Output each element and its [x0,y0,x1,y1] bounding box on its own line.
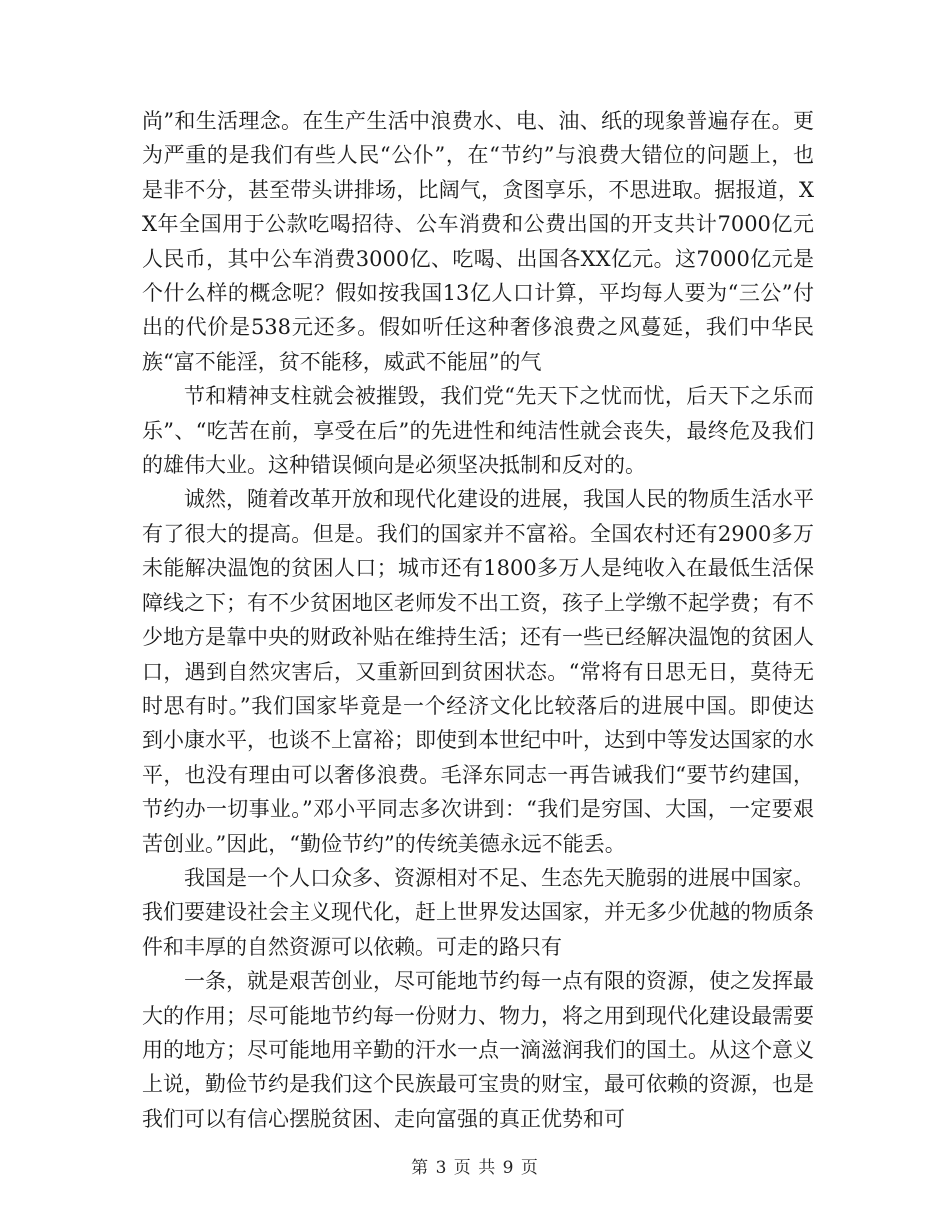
page-number-footer: 第 3 页 共 9 页 [411,1158,539,1178]
paragraph-3: 诚然，随着改革开放和现代化建设的进展，我国人民的物质生活水平有了很大的提高。但是。我们的国家并不富裕。全国农村还有2900多万未能解决温饱的贫困人口；城市还有1800多万人是纯收入在最低生活保障线之下；有不少贫困地区老师发不出工资，孩子上学缴不起学费；有不少地方是靠中央的财政补贴在维持生活；还有一些已经解决温饱的贫困人口，遇到自然灾害后，又重新回到贫困状态。“常将有日思无日，莫待无时思有时。”我们国家毕竟是一个经济文化比较落后的进展中国。即使达到小康水平，也谈不上富裕；即使到本世纪中叶，达到中等发达国家的水平，也没有理由可以奢侈浪费。毛泽东同志一再告诫我们“要节约建国，节约办一切事业。”邓小平同志多次讲到：“我们是穷国、大国，一定要艰苦创业。”因此，“勤俭节约”的传统美德永远不能丢。 [142,487,814,856]
paragraph-5: 一条，就是艰苦创业，尽可能地节约每一点有限的资源，使之发挥最大的作用；尽可能地节约每一份财力、物力，将之用到现代化建设最需要用的地方；尽可能地用辛勤的汗水一点一滴滋润我们的国土。从这个意义上说，勤俭节约是我们这个民族最可宝贵的财宝，最可依赖的资源，也是我们可以有信心摆脱贫困、走向富强的真正优势和可 [142,969,814,1131]
paragraph-4: 我国是一个人口众多、资源相对不足、生态先天脆弱的进展中国家。我们要建设社会主义现代化，赶上世界发达国家，并无多少优越的物质条件和丰厚的自然资源可以依赖。可走的路只有 [142,865,814,959]
document-body [142,104,814,1136]
paragraph-2: 节和精神支柱就会被摧毁，我们党“先天下之忧而忧，后天下之乐而乐”、“吃苦在前，享受在后”的先进性和纯洁性就会丧失，最终危及我们的雄伟大业。这种错误倾向是必须坚决抵制和反对的。 [142,384,814,478]
paragraph-1: 尚”和生活理念。在生产生活中浪费水、电、油、纸的现象普遍存在。更为严重的是我们有些人民“公仆”，在“节约”与浪费大错位的问题上，也是非不分，甚至带头讲排场，比阔气，贪图享乐，不思进取。据报道，XX年全国用于公款吃喝招待、公车消费和公费出国的开支共计7000亿元人民币，其中公车消费3000亿、吃喝、出国各XX亿元。这7000亿元是个什么样的概念呢？假如按我国13亿人口计算，平均每人要为“三公”付出的代价是538元还多。假如听任这种奢侈浪费之风蔓延，我们中华民族“富不能淫，贫不能移，威武不能屈”的气 [142,109,814,374]
